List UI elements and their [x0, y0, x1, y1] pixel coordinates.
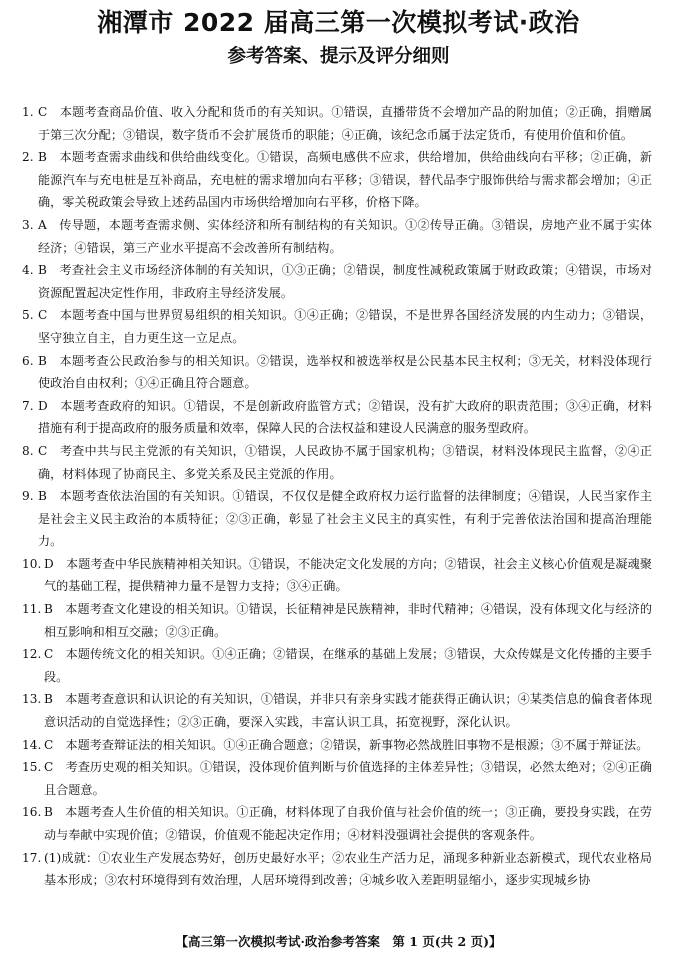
item-text: C 考查中共与民主党派的有关知识，①错误，人民政协不属于国家机构；③错误，材料没体现民主监督，②④正确，材料体现了协商民主、多党关系及民主党派的作用。	[38, 443, 652, 481]
page-subtitle: 参考答案、提示及评分细则	[227, 46, 450, 67]
item-text: B 本题考查依法治国的有关知识。①错误，不仅仅是健全政府权力运行监督的法律制度；④错误，人民当家作主是社会主义民主政治的本质特征；②③正确，彰显了社会主义民主的真实性，有利于完善依法治国和提高治理能力。	[38, 489, 652, 549]
answer-item-15	[22, 756, 652, 801]
answer-list	[22, 101, 652, 892]
item-number: 10.	[22, 556, 42, 571]
item-text: B 本题考查需求曲线和供给曲线变化。①错误，高频电感供不应求，供给增加，供给曲线向右平移；②正确，新能源汽车与充电桩是互补商品，充电桩的需求增加向右平移；③错误，替代品李宁服饰供给与需求都会增加；④正确，零关税政策会导致上述药品国内市场供给增加向右平移，价格下降。	[38, 150, 652, 210]
item-number: 13.	[22, 692, 42, 707]
item-number: 3.	[22, 217, 34, 232]
answer-item-5	[22, 304, 652, 349]
item-number: 8.	[22, 443, 34, 458]
item-text: (1)成就：①农业生产发展态势好，创历史最好水平；②农业生产活力足，涌现多种新业态新模式，现代农业格局基本形成；③农村环境得到有效治理，人居环境得到改善；④城乡收入差距明显缩小，逐步实现城乡协	[44, 850, 652, 888]
item-number: 4.	[22, 263, 34, 278]
item-text: C 本题考查辩证法的相关知识。①④正确合题意；②错误，新事物必然战胜旧事物不是根源；③不属于辩证法。	[44, 737, 649, 752]
answer-item-10	[22, 553, 652, 598]
answer-item-13	[22, 688, 652, 733]
answer-item-2	[22, 146, 652, 214]
answer-item-3	[22, 214, 652, 259]
item-number: 16.	[22, 805, 42, 820]
item-number: 17.	[22, 850, 42, 865]
item-number: 9.	[22, 489, 34, 504]
item-number: 14.	[22, 737, 42, 752]
page-title: 湘潭市 2022 届高三第一次模拟考试·政治	[97, 8, 580, 37]
answer-item-7	[22, 395, 652, 440]
item-text: B 本题考查人生价值的相关知识。①正确，材料体现了自我价值与社会价值的统一；③正确，要投身实践，在劳动与奉献中实现价值；②错误，价值观不能起决定作用；④材料没强调社会提供的客观条件。	[44, 805, 652, 842]
item-text: C 本题考查商品价值、收入分配和货币的有关知识。①错误，直播带货不会增加产品的附加值；②正确，捐赠属于第三次分配；③错误，数字货币不会扩展货币的职能；④正确，该纪念币属于法定货币，有使用价值和价值。	[38, 105, 652, 142]
answer-item-11	[22, 598, 652, 643]
answer-item-4	[22, 259, 652, 304]
item-number: 6.	[22, 353, 34, 368]
answer-item-8	[22, 440, 652, 485]
item-number: 7.	[22, 398, 34, 413]
item-text: B 本题考查意识和认识论的有关知识，①错误，并非只有亲身实践才能获得正确认识；④某类信息的偏食者体现意识活动的自觉选择性；②③正确，要深入实践，丰富认识工具，拓宽视野，深化认识。	[44, 692, 652, 730]
answer-item-6	[22, 350, 652, 395]
answer-item-9	[22, 485, 652, 553]
item-text: D 本题考查中华民族精神相关知识。①错误，不能决定文化发展的方向；②错误，社会主义核心价值观是凝魂聚气的基础工程，提供精神力量不是智力支持；③④正确。	[44, 556, 652, 594]
item-text: B 本题考查公民政治参与的相关知识。②错误，选举权和被选举权是公民基本民主权利；③无关，材料没体现行使政治自由权利；①④正确且符合题意。	[38, 353, 652, 391]
item-text: B 本题考查文化建设的相关知识。①错误，长征精神是民族精神，非时代精神；④错误，没有体现文化与经济的相互影响和相互交融；②③正确。	[44, 602, 652, 639]
answer-item-1	[22, 101, 652, 146]
item-number: 15.	[22, 760, 42, 775]
answer-item-12	[22, 643, 652, 688]
item-number: 5.	[22, 308, 34, 323]
answer-item-17	[22, 847, 652, 892]
item-text: C 本题考查中国与世界贸易组织的相关知识。①④正确；②错误，不是世界各国经济发展的内生动力；③错误，坚守独立自主，自力更生这一立足点。	[38, 308, 652, 345]
item-text: A 传导题，本题考查需求侧、实体经济和所有制结构的有关知识。①②传导正确。③错误，房地产业不属于实体经济；④错误，第三产业水平提高不会改善所有制结构。	[38, 217, 652, 255]
item-text: B 考查社会主义市场经济体制的有关知识，①③正确；②错误，制度性减税政策属于财政政策；④错误，市场对资源配置起决定性作用，非政府主导经济发展。	[38, 263, 652, 300]
item-number: 1.	[22, 105, 34, 119]
page-footer: 【高三第一次模拟考试·政治参考答案 第 1 页(共 2 页)】	[175, 934, 502, 949]
item-text: C 考查历史观的相关知识。①错误，没体现价值判断与价值选择的主体差异性；③错误，必然太绝对；②④正确且合题意。	[44, 760, 652, 797]
item-text: D 本题考查政府的知识。①错误，不是创新政府监管方式；②错误，没有扩大政府的职责范围；③④正确，材料措施有利于提高政府的服务质量和效率，保障人民的合法权益和建设人民满意的服务型政府。	[38, 398, 652, 436]
item-text: C 本题传统文化的相关知识。①④正确；②错误，在继承的基础上发展；③错误，大众传媒是文化传播的主要手段。	[44, 647, 652, 684]
answer-item-16	[22, 801, 652, 846]
item-number: 12.	[22, 647, 42, 662]
item-number: 11.	[22, 602, 42, 617]
answer-item-14	[22, 734, 652, 757]
item-number: 2.	[22, 150, 34, 165]
